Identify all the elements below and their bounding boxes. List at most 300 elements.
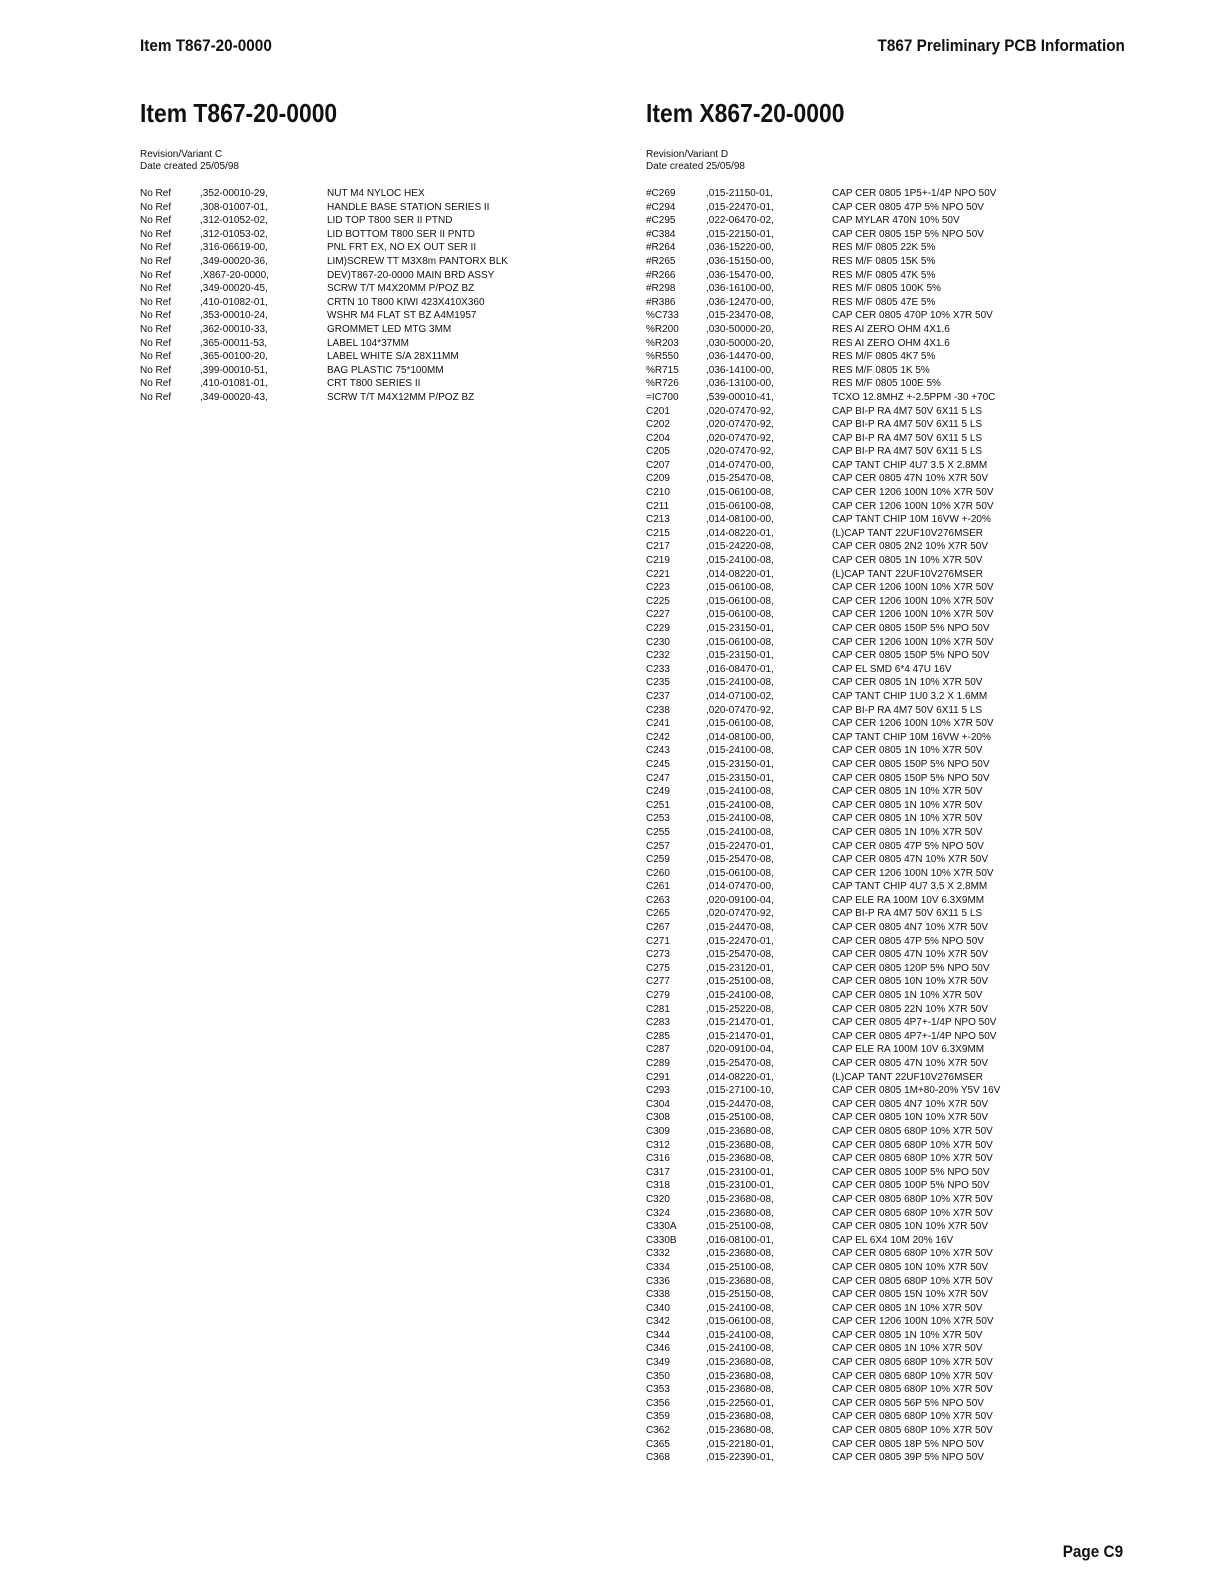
part-ref: C320	[646, 1193, 670, 1205]
part-ref: C273	[646, 949, 670, 961]
part-row	[646, 812, 1116, 826]
part-number: ,015-06100-08,	[706, 867, 774, 879]
page-number: Page C9	[1062, 1542, 1123, 1561]
part-description: CAP CER 0805 1N 10% X7R 50V	[832, 786, 983, 798]
part-row	[646, 187, 1116, 201]
part-ref: C365	[646, 1438, 670, 1450]
part-row	[646, 785, 1116, 799]
part-row	[646, 1275, 1116, 1289]
part-row	[646, 1438, 1116, 1452]
part-row	[646, 418, 1116, 432]
part-description: RES M/F 0805 100K 5%	[832, 283, 941, 295]
part-row	[646, 1152, 1116, 1166]
part-number: ,362-00010-33,	[200, 323, 268, 335]
part-ref: C260	[646, 867, 670, 879]
page-header-title: T867 Preliminary PCB Information	[877, 36, 1125, 55]
part-row	[140, 350, 580, 364]
part-row	[646, 989, 1116, 1003]
part-row	[140, 214, 580, 228]
part-number: ,020-09100-04,	[706, 1044, 774, 1056]
part-description: CAP CER 0805 4P7+-1/4P NPO 50V	[832, 1017, 997, 1029]
part-row	[140, 377, 580, 391]
part-number: ,349-00020-45,	[200, 283, 268, 295]
part-ref: C232	[646, 650, 670, 662]
part-ref: C227	[646, 609, 670, 621]
part-description: NUT M4 NYLOC HEX	[327, 188, 425, 199]
part-ref: C243	[646, 745, 670, 757]
part-ref: #R264	[646, 242, 676, 254]
part-row	[646, 853, 1116, 867]
part-description: CAP BI-P RA 4M7 50V 6X11 5 LS	[832, 432, 983, 444]
part-row	[646, 1111, 1116, 1125]
part-row	[646, 1139, 1116, 1153]
part-ref: C235	[646, 677, 670, 689]
part-row	[646, 337, 1116, 351]
part-ref: No Ref	[140, 337, 172, 349]
part-ref: C353	[646, 1384, 670, 1396]
part-description: CAP BI-P RA 4M7 50V 6X11 5 LS	[832, 908, 983, 920]
part-ref: C209	[646, 473, 670, 485]
part-description: CAP CER 0805 680P 10% X7R 50V	[832, 1153, 993, 1165]
part-number: ,015-23100-01,	[706, 1180, 774, 1192]
part-row	[646, 1356, 1116, 1370]
part-description: CAP CER 0805 1N 10% X7R 50V	[832, 826, 983, 838]
part-description: LABEL 104*37MM	[327, 337, 409, 349]
part-ref: C338	[646, 1289, 670, 1301]
part-number: ,036-16100-00,	[706, 283, 774, 295]
part-number: ,349-00020-36,	[200, 255, 268, 267]
part-ref: C241	[646, 718, 670, 730]
part-number: ,015-22470-01,	[706, 840, 774, 852]
part-ref: =IC700	[646, 391, 679, 403]
part-number: ,015-24100-08,	[706, 555, 774, 567]
part-description: RES M/F 0805 1K 5%	[832, 364, 930, 376]
part-row	[646, 663, 1116, 677]
part-ref: %R200	[646, 323, 679, 335]
part-description: CAP BI-P RA 4M7 50V 6X11 5 LS	[832, 446, 983, 458]
part-number: ,015-25100-08,	[706, 976, 774, 988]
part-row	[646, 255, 1116, 269]
part-ref: C223	[646, 582, 670, 594]
part-ref: C344	[646, 1329, 670, 1341]
part-ref: C202	[646, 419, 670, 431]
part-description: RES M/F 0805 15K 5%	[832, 255, 936, 267]
part-ref: No Ref	[140, 391, 172, 403]
part-number: ,365-00011-53,	[200, 337, 268, 349]
part-ref: No Ref	[140, 255, 172, 267]
part-row	[646, 527, 1116, 541]
part-row	[646, 554, 1116, 568]
section-title: Item X867-20-0000	[646, 98, 845, 128]
part-row	[646, 459, 1116, 473]
part-description: CAP CER 1206 100N 10% X7R 50V	[832, 582, 994, 594]
part-description: CAP CER 0805 47N 10% X7R 50V	[832, 949, 989, 961]
part-row	[140, 309, 580, 323]
part-ref: No Ref	[140, 188, 172, 199]
section-revision: Revision/Variant C	[140, 149, 223, 160]
part-ref: C283	[646, 1017, 670, 1029]
part-ref: C207	[646, 459, 670, 471]
part-row	[646, 1057, 1116, 1071]
part-description: CAP CER 0805 150P 5% NPO 50V	[832, 772, 990, 784]
part-ref: C215	[646, 527, 670, 539]
part-description: CAP CER 0805 1N 10% X7R 50V	[832, 813, 983, 825]
part-row	[646, 948, 1116, 962]
part-row	[646, 1329, 1116, 1343]
part-number: ,015-23150-01,	[706, 758, 774, 770]
part-row	[646, 269, 1116, 283]
part-ref: C263	[646, 894, 670, 906]
part-number: ,015-23120-01,	[706, 962, 774, 974]
part-ref: C271	[646, 935, 670, 947]
part-description: LID BOTTOM T800 SER II PNTD	[327, 228, 475, 240]
part-row	[646, 1003, 1116, 1017]
part-number: ,036-14100-00,	[706, 364, 774, 376]
part-description: CAP CER 0805 1P5+-1/4P NPO 50V	[832, 188, 997, 199]
part-number: ,015-24100-08,	[706, 799, 774, 811]
part-row	[646, 241, 1116, 255]
part-ref: C211	[646, 500, 670, 512]
part-description: CAP CER 0805 680P 10% X7R 50V	[832, 1411, 993, 1423]
part-row	[646, 1084, 1116, 1098]
part-description: CAP CER 0805 680P 10% X7R 50V	[832, 1275, 993, 1287]
part-row	[646, 391, 1116, 405]
part-ref: C359	[646, 1411, 670, 1423]
part-description: RES M/F 0805 4K7 5%	[832, 351, 936, 363]
part-row	[646, 1370, 1116, 1384]
part-number: ,020-07470-92,	[706, 908, 774, 920]
part-number: ,014-07470-00,	[706, 881, 774, 893]
part-description: CAP CER 1206 100N 10% X7R 50V	[832, 500, 994, 512]
part-ref: C257	[646, 840, 670, 852]
part-row	[646, 840, 1116, 854]
part-ref: #R298	[646, 283, 676, 295]
part-ref: C225	[646, 595, 670, 607]
part-description: CAP CER 0805 680P 10% X7R 50V	[832, 1370, 993, 1382]
part-row	[646, 772, 1116, 786]
part-description: CAP CER 0805 150P 5% NPO 50V	[832, 623, 990, 634]
part-description: HANDLE BASE STATION SERIES II	[327, 201, 490, 213]
part-ref: C217	[646, 541, 670, 553]
part-ref: No Ref	[140, 242, 172, 254]
part-ref: C309	[646, 1125, 670, 1137]
part-number: ,015-24470-08,	[706, 922, 774, 934]
section-revision: Revision/Variant D	[646, 149, 729, 160]
part-ref: C356	[646, 1397, 670, 1409]
part-ref: C287	[646, 1044, 670, 1056]
part-ref: C291	[646, 1071, 670, 1083]
part-number: ,410-01081-01,	[200, 378, 268, 390]
part-number: ,015-24100-08,	[706, 745, 774, 757]
part-description: CAP CER 0805 100P 5% NPO 50V	[832, 1166, 990, 1178]
part-description: CAP CER 0805 47P 5% NPO 50V	[832, 935, 984, 947]
part-description: CAP TANT CHIP 10M 16VW +-20%	[832, 514, 991, 526]
part-number: ,036-15220-00,	[706, 242, 774, 254]
part-number: ,015-25470-08,	[706, 473, 774, 485]
part-number: ,015-06100-08,	[706, 595, 774, 607]
part-row	[646, 717, 1116, 731]
page-header-item: Item T867-20-0000	[140, 36, 272, 55]
part-number: ,015-23680-08,	[706, 1275, 774, 1287]
part-number: ,015-23680-08,	[706, 1193, 774, 1205]
part-number: ,015-23680-08,	[706, 1370, 774, 1382]
part-number: ,015-25470-08,	[706, 949, 774, 961]
part-description: CAP EL 6X4 10M 20% 16V	[832, 1234, 954, 1246]
part-row	[646, 1261, 1116, 1275]
part-row	[646, 513, 1116, 527]
part-ref: C279	[646, 990, 670, 1002]
part-ref: #C269	[646, 188, 676, 199]
part-number: ,015-22150-01,	[706, 228, 774, 240]
parts-list	[140, 187, 580, 405]
part-description: CAP CER 0805 1N 10% X7R 50V	[832, 745, 983, 757]
part-row	[646, 1424, 1116, 1438]
part-ref: C285	[646, 1030, 670, 1042]
part-number: ,016-08470-01,	[706, 663, 774, 675]
part-description: CAP CER 0805 47P 5% NPO 50V	[832, 840, 984, 852]
part-row	[646, 880, 1116, 894]
part-row	[646, 690, 1116, 704]
part-ref: C253	[646, 813, 670, 825]
part-ref: %C733	[646, 310, 679, 322]
part-description: CAP CER 1206 100N 10% X7R 50V	[832, 609, 994, 621]
part-description: CAP CER 0805 680P 10% X7R 50V	[832, 1384, 993, 1396]
part-ref: C318	[646, 1180, 670, 1192]
part-description: CAP CER 0805 10N 10% X7R 50V	[832, 1221, 989, 1233]
part-number: ,365-00100-20,	[200, 351, 268, 363]
part-description: CAP BI-P RA 4M7 50V 6X11 5 LS	[832, 419, 983, 431]
part-description: CAP CER 0805 1N 10% X7R 50V	[832, 799, 983, 811]
part-description: (L)CAP TANT 22UF10V276MSER	[832, 1071, 983, 1083]
part-number: ,353-00010-24,	[200, 310, 268, 322]
part-number: ,014-08220-01,	[706, 527, 774, 539]
part-row	[646, 636, 1116, 650]
part-description: CAP CER 0805 4N7 10% X7R 50V	[832, 1098, 989, 1110]
part-number: ,015-25470-08,	[706, 854, 774, 866]
part-number: ,399-00010-51,	[200, 364, 268, 376]
part-row	[646, 1288, 1116, 1302]
part-description: CAP CER 0805 680P 10% X7R 50V	[832, 1425, 993, 1437]
part-ref: No Ref	[140, 201, 172, 213]
part-row	[646, 1179, 1116, 1193]
part-row	[140, 337, 580, 351]
part-row	[646, 921, 1116, 935]
part-description: LID TOP T800 SER II PTND	[327, 215, 453, 227]
part-number: ,X867-20-0000,	[200, 269, 269, 281]
part-row	[646, 309, 1116, 323]
part-row	[646, 595, 1116, 609]
part-ref: C230	[646, 636, 670, 648]
part-ref: C304	[646, 1098, 670, 1110]
part-row	[646, 405, 1116, 419]
part-number: ,015-21150-01,	[706, 188, 774, 199]
part-ref: C261	[646, 881, 670, 893]
part-description: RES AI ZERO OHM 4X1.6	[832, 323, 950, 335]
part-description: CAP CER 1206 100N 10% X7R 50V	[832, 636, 994, 648]
part-description: CAP EL SMD 6*4 47U 16V	[832, 663, 952, 675]
part-number: ,312-01052-02,	[200, 215, 268, 227]
part-number: ,016-08100-01,	[706, 1234, 774, 1246]
part-description: CRT T800 SERIES II	[327, 378, 421, 390]
part-number: ,030-50000-20,	[706, 323, 774, 335]
left-section	[140, 98, 580, 405]
part-description: PNL FRT EX, NO EX OUT SER II	[327, 242, 477, 254]
part-description: CAP CER 0805 680P 10% X7R 50V	[832, 1139, 993, 1151]
part-ref: C281	[646, 1003, 670, 1015]
part-number: ,020-07470-92,	[706, 446, 774, 458]
part-description: CAP CER 0805 1N 10% X7R 50V	[832, 1329, 983, 1341]
part-number: ,015-22470-01,	[706, 935, 774, 947]
part-number: ,015-06100-08,	[706, 1316, 774, 1328]
part-number: ,015-23680-08,	[706, 1248, 774, 1260]
part-number: ,020-07470-92,	[706, 432, 774, 444]
part-row	[646, 1302, 1116, 1316]
part-description: CAP BI-P RA 4M7 50V 6X11 5 LS	[832, 704, 983, 716]
part-number: ,015-22390-01,	[706, 1452, 774, 1464]
part-ref: C204	[646, 432, 670, 444]
part-ref: C324	[646, 1207, 670, 1219]
part-ref: No Ref	[140, 269, 172, 281]
part-description: LABEL WHITE S/A 28X11MM	[327, 351, 459, 363]
part-ref: C251	[646, 799, 670, 811]
part-number: ,020-07470-92,	[706, 405, 774, 417]
part-description: CAP TANT CHIP 1U0 3.2 X 1.6MM	[832, 690, 988, 702]
part-row	[646, 350, 1116, 364]
part-row	[140, 241, 580, 255]
part-ref: C205	[646, 446, 670, 458]
part-row	[140, 296, 580, 310]
part-number: ,015-24100-08,	[706, 813, 774, 825]
part-row	[646, 608, 1116, 622]
part-description: CAP CER 0805 15N 10% X7R 50V	[832, 1289, 989, 1301]
part-number: ,015-23680-08,	[706, 1125, 774, 1137]
part-ref: No Ref	[140, 283, 172, 295]
part-ref: C350	[646, 1370, 670, 1382]
part-row	[646, 744, 1116, 758]
part-description: CRTN 10 T800 KIWI 423X410X360	[327, 296, 485, 308]
part-description: CAP CER 0805 680P 10% X7R 50V	[832, 1207, 993, 1219]
part-description: RES M/F 0805 47K 5%	[832, 269, 936, 281]
part-row	[646, 1410, 1116, 1424]
part-description: CAP CER 0805 1N 10% X7R 50V	[832, 677, 983, 689]
part-number: ,014-08220-01,	[706, 1071, 774, 1083]
part-description: CAP CER 0805 680P 10% X7R 50V	[832, 1193, 993, 1205]
part-row	[646, 432, 1116, 446]
part-description: TCXO 12.8MHZ +-2.5PPM -30 +70C	[832, 391, 996, 403]
part-description: CAP CER 0805 100P 5% NPO 50V	[832, 1180, 990, 1192]
part-number: ,014-08100-00,	[706, 731, 774, 743]
part-row	[646, 568, 1116, 582]
part-row	[140, 228, 580, 242]
part-description: (L)CAP TANT 22UF10V276MSER	[832, 568, 983, 580]
part-number: ,015-27100-10,	[706, 1085, 774, 1097]
part-description: (L)CAP TANT 22UF10V276MSER	[832, 527, 983, 539]
part-ref: C245	[646, 758, 670, 770]
part-row	[646, 907, 1116, 921]
part-row	[140, 201, 580, 215]
part-number: ,308-01007-01,	[200, 201, 268, 213]
part-row	[646, 581, 1116, 595]
part-ref: No Ref	[140, 296, 172, 308]
part-number: ,015-23150-01,	[706, 772, 774, 784]
part-row	[646, 1125, 1116, 1139]
part-row	[646, 296, 1116, 310]
part-number: ,015-25470-08,	[706, 1058, 774, 1069]
part-number: ,015-24100-08,	[706, 786, 774, 798]
part-row	[646, 1071, 1116, 1085]
part-ref: #C384	[646, 228, 676, 240]
part-description: CAP CER 0805 47N 10% X7R 50V	[832, 473, 989, 485]
part-description: CAP ELE RA 100M 10V 6.3X9MM	[832, 894, 985, 906]
part-row	[646, 962, 1116, 976]
part-ref: C259	[646, 854, 670, 866]
part-description: CAP CER 1206 100N 10% X7R 50V	[832, 487, 994, 499]
part-description: CAP CER 0805 56P 5% NPO 50V	[832, 1397, 984, 1409]
part-row	[140, 364, 580, 378]
part-number: ,036-12470-00,	[706, 296, 774, 308]
part-ref: C238	[646, 704, 670, 716]
part-row	[646, 1451, 1116, 1465]
part-ref: No Ref	[140, 310, 172, 322]
part-ref: C265	[646, 908, 670, 920]
part-row	[646, 758, 1116, 772]
part-number: ,015-25150-08,	[706, 1289, 774, 1301]
part-ref: No Ref	[140, 364, 172, 376]
part-number: ,020-09100-04,	[706, 894, 774, 906]
part-row	[646, 486, 1116, 500]
part-number: ,015-06100-08,	[706, 500, 774, 512]
part-description: CAP CER 0805 1N 10% X7R 50V	[832, 990, 983, 1002]
part-row	[140, 323, 580, 337]
part-ref: %R203	[646, 337, 679, 349]
part-ref: C219	[646, 555, 670, 567]
part-description: CAP CER 1206 100N 10% X7R 50V	[832, 595, 994, 607]
part-ref: %R715	[646, 364, 679, 376]
part-number: ,015-22470-01,	[706, 201, 774, 213]
part-description: CAP CER 0805 22N 10% X7R 50V	[832, 1003, 989, 1015]
part-description: CAP CER 0805 680P 10% X7R 50V	[832, 1248, 993, 1260]
part-number: ,036-15470-00,	[706, 269, 774, 281]
part-ref: C289	[646, 1058, 670, 1069]
part-ref: C340	[646, 1302, 670, 1314]
part-ref: #R386	[646, 296, 676, 308]
part-number: ,015-23100-01,	[706, 1166, 774, 1178]
part-description: CAP CER 0805 39P 5% NPO 50V	[832, 1452, 984, 1464]
part-description: RES M/F 0805 47E 5%	[832, 296, 936, 308]
part-row	[646, 214, 1116, 228]
part-number: ,015-24100-08,	[706, 677, 774, 689]
part-number: ,036-15150-00,	[706, 255, 774, 267]
part-row	[646, 1207, 1116, 1221]
part-number: ,015-24470-08,	[706, 1098, 774, 1110]
part-number: ,015-23150-01,	[706, 650, 774, 662]
part-row	[646, 1234, 1116, 1248]
part-description: GROMMET LED MTG 3MM	[327, 323, 452, 335]
part-number: ,015-24100-08,	[706, 1302, 774, 1314]
part-ref: C249	[646, 786, 670, 798]
part-number: ,410-01082-01,	[200, 296, 268, 308]
part-number: ,015-25100-08,	[706, 1112, 774, 1124]
part-ref: C317	[646, 1166, 670, 1178]
part-ref: C242	[646, 731, 670, 743]
part-row	[646, 364, 1116, 378]
part-description: CAP CER 0805 150P 5% NPO 50V	[832, 758, 990, 770]
part-ref: C275	[646, 962, 670, 974]
part-description: CAP CER 0805 10N 10% X7R 50V	[832, 1112, 989, 1124]
part-description: CAP CER 0805 1N 10% X7R 50V	[832, 1302, 983, 1314]
part-row	[646, 1043, 1116, 1057]
part-number: ,015-06100-08,	[706, 487, 774, 499]
